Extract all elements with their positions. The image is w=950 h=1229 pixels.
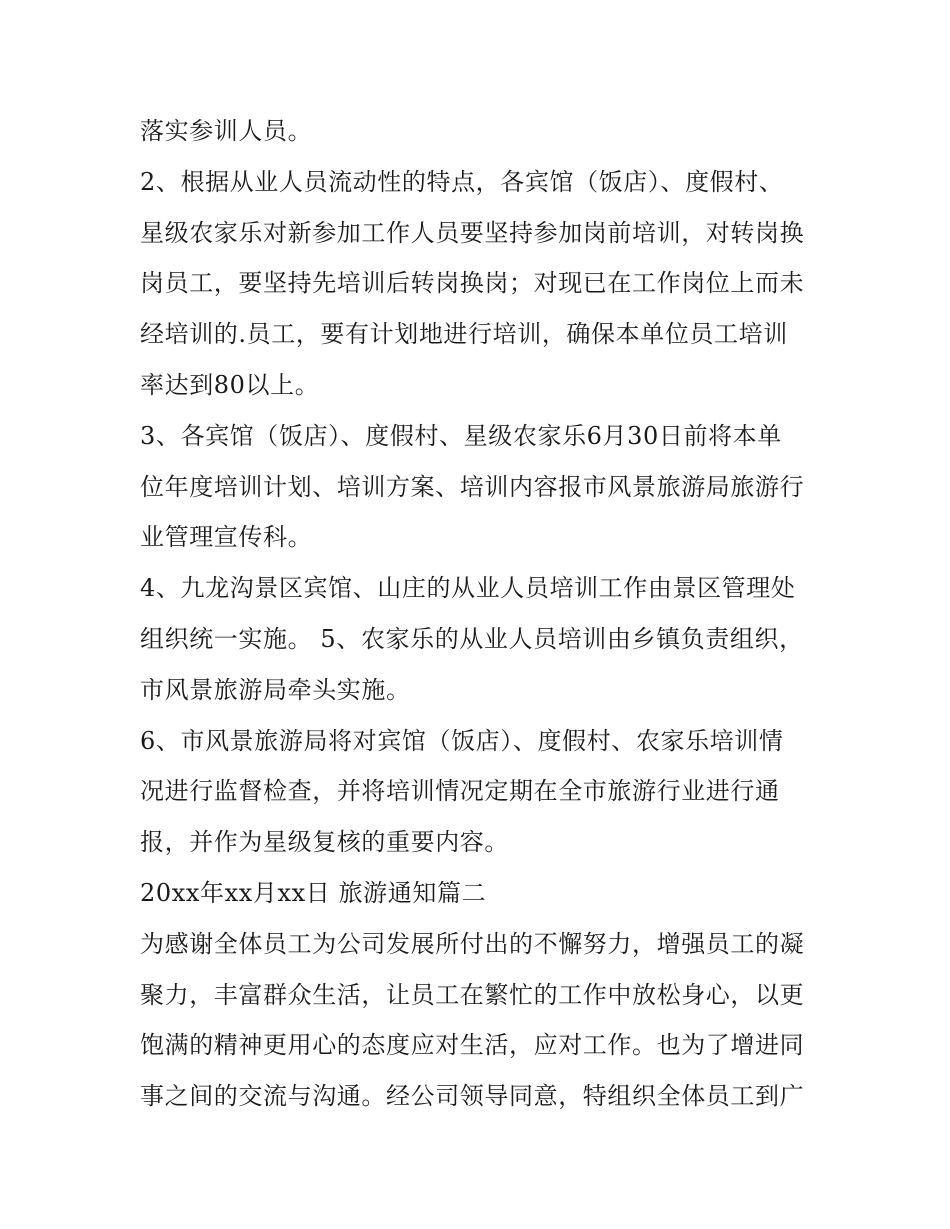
- text-line: 率达到80以上。: [140, 370, 320, 399]
- text-line: 组织统一实施。 5、农家乐的从业人员培训由乡镇负责组织，: [140, 624, 804, 653]
- text-line: 经培训的.员工，要有计划地进行培训，确保本单位员工培训: [140, 320, 788, 349]
- text-line: 3、各宾馆（饭店）、度假村、星级农家乐6月30日前将本单: [140, 421, 782, 450]
- text-line: 6、市风景旅游局将对宾馆（饭店）、度假村、农家乐培训情: [140, 726, 784, 755]
- text-line: 事之间的交流与沟通。经公司领导同意，特组织全体员工到广: [140, 1082, 805, 1111]
- text-line: 2、根据从业人员流动性的特点，各宾馆（饭店）、度假村、: [140, 167, 784, 196]
- document-body: [140, 106, 820, 1122]
- text-line: 聚力，丰富群众生活，让员工在繁忙的工作中放松身心，以更: [140, 980, 805, 1009]
- section-heading: 20xx年xx月xx日 旅游通知篇二: [140, 878, 487, 907]
- text-line: 报，并作为星级复核的重要内容。: [140, 828, 509, 857]
- text-line: 为感谢全体员工为公司发展所付出的不懈努力，增强员工的凝: [140, 929, 805, 958]
- text-line: 位年度培训计划、培训方案、培训内容报市风景旅游局旅游行: [140, 472, 805, 501]
- text-line: 4、九龙沟景区宾馆、山庄的从业人员培训工作由景区管理处: [140, 574, 796, 603]
- text-line: 岗员工，要坚持先培训后转岗换岗；对现已在工作岗位上而未: [140, 269, 805, 298]
- text-line: 业管理宣传科。: [140, 523, 313, 552]
- text-line: 星级农家乐对新参加工作人员要坚持参加岗前培训，对转岗换: [140, 218, 805, 247]
- text-line: 市风景旅游局牵头实施。: [140, 675, 411, 704]
- text-line: 饱满的精神更用心的态度应对生活，应对工作。也为了增进同: [140, 1031, 805, 1060]
- text-line: 况进行监督检查，并将培训情况定期在全市旅游行业进行通: [140, 777, 780, 806]
- text-line: 落实参训人员。: [140, 117, 313, 145]
